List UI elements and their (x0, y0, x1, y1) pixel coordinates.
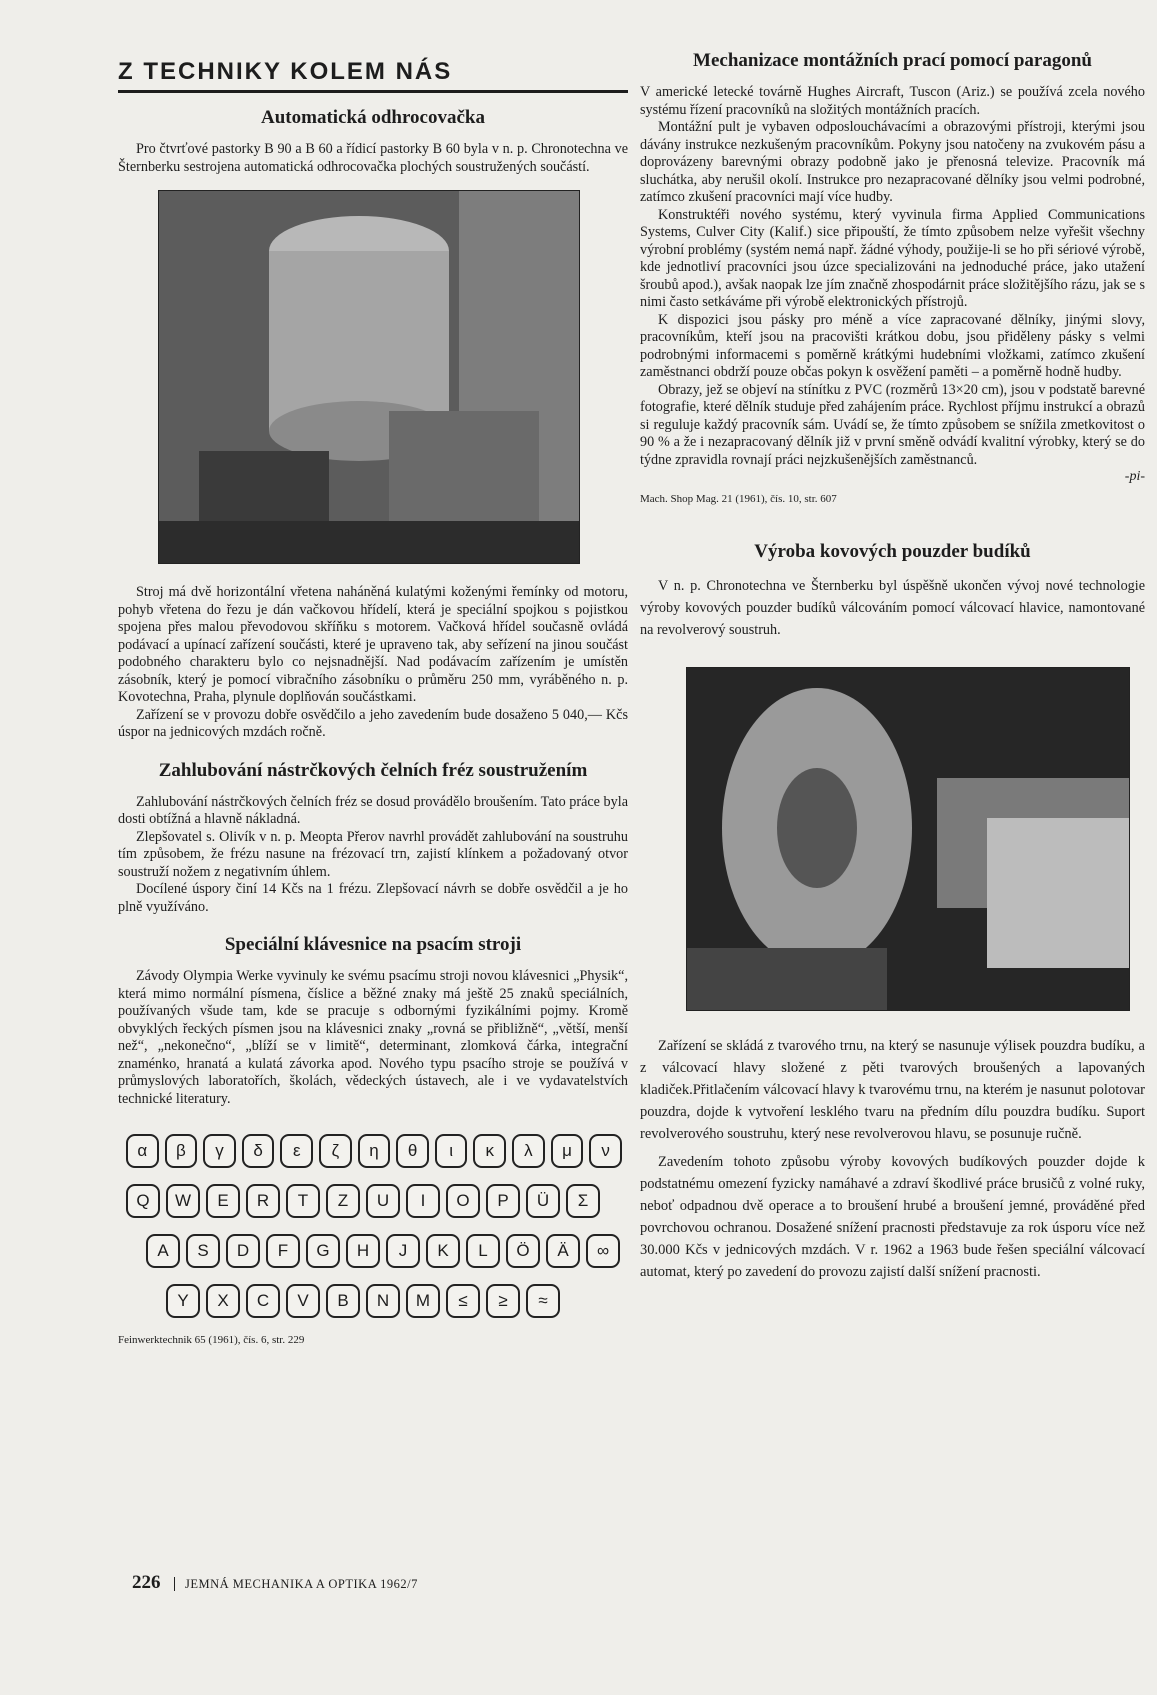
keyboard-key: ν (589, 1134, 622, 1168)
keyboard-key: H (346, 1234, 380, 1268)
page-number: 226 (132, 1572, 161, 1593)
keyboard-key: O (446, 1184, 480, 1218)
keyboard-key: ι (435, 1134, 468, 1168)
section-title: Z TECHNIKY KOLEM NÁS (118, 58, 628, 93)
keyboard-key: η (358, 1134, 391, 1168)
keyboard-row (126, 1184, 628, 1218)
article-body: Docílené úspory činí 14 Kčs na 1 frézu. Zlepšovací návrh se dobře osvědčil a je ho plně využíváno. (118, 881, 628, 915)
keyboard-key: J (386, 1234, 420, 1268)
article-body: V n. p. Chronotechna ve Šternberku byl úspěšně ukončen vývoj nové technologie výroby kovových pouzder budíků válcováním pomocí válcovací hlavice, namontované na revolverový soustruh. (640, 578, 1145, 638)
article-title: Zahlubování nástrčkových čelních fréz soustružením (158, 759, 588, 781)
keyboard-key: Σ (566, 1184, 600, 1218)
keyboard-key: M (406, 1284, 440, 1318)
signature: -pi- (1124, 469, 1145, 484)
article-title: Speciální klávesnice na psacím stroji (224, 934, 522, 955)
keyboard-key: Z (326, 1184, 360, 1218)
keyboard-key: U (366, 1184, 400, 1218)
reference: Mach. Shop Mag. 21 (1961), čís. 10, str. 607 (640, 493, 837, 505)
article-body: Zařízení se skládá z tvarového trnu, na který se nasunuje výlisek pouzdra budíku, a z válcovací hlavy složené z pěti tvarových broušených a lapovaných kladiček.Přitlačením válcovací hlavy k tvarovému trnu, na kterém je nasunut polotovar pouzdra, dojde k vytvoření lesklého tvaru na předním dílu pouzdra budíku. Suport revolverového soustruhu, který nese revolverovou hlavu, se posunuje ručně. (640, 1038, 1145, 1142)
keyboard-key: β (165, 1134, 198, 1168)
keyboard-key: ≥ (486, 1284, 520, 1318)
article-body: Zahlubování nástrčkových čelních fréz se dosud provádělo broušením. Tato práce byla dosti obtížná a hlavně nákladná. (118, 793, 628, 827)
keyboard-key: μ (551, 1134, 584, 1168)
article-intro: Pro čtvrťové pastorky B 90 a B 60 a řídicí pastorky B 60 byla v n. p. Chronotechna ve Šternberku sestrojena automatická odhrocovačka plochých soustružených součástí. (118, 141, 628, 175)
keyboard-key: K (426, 1234, 460, 1268)
typewriter-keyboard (126, 1134, 628, 1318)
keyboard-row (126, 1134, 628, 1168)
keyboard-key: V (286, 1284, 320, 1318)
article-body: Stroj má dvě horizontální vřetena naháněná kulatými koženými řemínky od motoru, pohyb vřetena do řezu je dán vačkovou hřídelí, která je speciální spojkou s pojistkou spojena přes malou převodovou skříňku s motorem. Vačková hřídel současně ovládá podávací a upínací zařízení součásti, které je upraveno tak, aby seřízení na jinou součást podobného charakteru bylo co nejsnadnější. Nad podávacím zařízením je umístěn zásobník, který je pomocí vibračního zásobníku o průměru 250 mm, vyráběného n. p. Kovotechna, Praha, plynule doplňován součástkami. (118, 584, 628, 705)
keyboard-key: α (126, 1134, 159, 1168)
keyboard-key: E (206, 1184, 240, 1218)
keyboard-key: N (366, 1284, 400, 1318)
photo-rolling-head (686, 667, 1130, 1011)
keyboard-key: X (206, 1284, 240, 1318)
left-column (118, 48, 628, 1346)
keyboard-key: C (246, 1284, 280, 1318)
article-title: Mechanizace montážních prací pomocí paragonů (693, 50, 1092, 71)
article-body: Obrazy, jež se objeví na stínítku z PVC (rozměrů 13×20 cm), jsou v podstatě barevné fotografie, které dělník studuje před zahájením práce. Rychlost příjmu instrukcí a obrazů si reguluje každý pracovník sám. Uvádí se, že tímto způsobem se snížila zmetkovitost o 90 % a že i nezapracovaný dělník již v první směně odvádí kvalitní výrobky, který se do týdne zpravidla rovnají práci nejzkušenějších zaměstnanců. (640, 381, 1145, 468)
keyboard-key: I (406, 1184, 440, 1218)
keyboard-key: ζ (319, 1134, 352, 1168)
keyboard-row (146, 1234, 628, 1268)
keyboard-row (166, 1284, 628, 1318)
article-body: Zlepšovatel s. Olivík v n. p. Meopta Přerov navrhl provádět zahlubování na soustruhu tím způsobem, že frézu nasune na frézovací trn, zajistí klínkem a požadovaný otvor soustruží nožem z negativním úhlem. (118, 828, 628, 880)
article-body: Závody Olympia Werke vyvinuly ke svému psacímu stroji novou klávesnici „Physik“, která mimo normální písmena, číslice a běžné znaky má ještě 25 znaků speciálních, používaných všude tam, kde se pracuje s odbornými fyzikálními pojmy. Kromě obvyklých řeckých písmen jsou na klávesnici znaky „rovná se přibližně“, „větší, menší než“, „nekonečno“, „blíží se v limitě“, determinant, zlomková čárka, integrační znaménko, hranatá a kulatá závorka apod. Nového typu psacího stroje se používá v průmyslových laboratořích, školách, vědeckých ústavech, ale i ve vydavatelstvích technické literatury. (118, 968, 628, 1107)
keyboard-key: Ö (506, 1234, 540, 1268)
journal-name: JEMNÁ MECHANIKA A OPTIKA 1962/7 (174, 1577, 418, 1591)
keyboard-key: κ (473, 1134, 506, 1168)
page-footer (132, 1572, 418, 1594)
keyboard-key: γ (203, 1134, 236, 1168)
right-column (640, 48, 1145, 1283)
keyboard-key: F (266, 1234, 300, 1268)
keyboard-key: B (326, 1284, 360, 1318)
article-title: Automatická odhrocovačka (261, 107, 485, 128)
keyboard-key: A (146, 1234, 180, 1268)
keyboard-key: ≤ (446, 1284, 480, 1318)
keyboard-key: θ (396, 1134, 429, 1168)
article-title: Výroba kovových pouzder budíků (754, 541, 1031, 562)
keyboard-key: S (186, 1234, 220, 1268)
article-body: Zařízení se v provozu dobře osvědčilo a jeho zavedením bude dosaženo 5 040,— Kčs úspor na jednicových mzdách ročně. (118, 706, 628, 740)
article-body: Montážní pult je vybaven odposlouchávacími a obrazovými přístroji, kterými jsou dávány instrukce nezkušeným pracovníkům. Pokyny jsou natočeny na zvukovém pásu a doprovázeny barevnými obrazy podobně jako je přenosná televize. Pracovník má sluchátka, aby nerušil okolí. Instrukce pro nezapracované dělníky jsou velmi podrobné, zatímco zkušení pracovníci mají více hudby. (640, 119, 1145, 205)
keyboard-key: Q (126, 1184, 160, 1218)
keyboard-key: ∞ (586, 1234, 620, 1268)
keyboard-key: Ü (526, 1184, 560, 1218)
keyboard-key: λ (512, 1134, 545, 1168)
keyboard-key: P (486, 1184, 520, 1218)
reference: Feinwerktechnik 65 (1961), čís. 6, str. 229 (118, 1334, 305, 1346)
keyboard-key: L (466, 1234, 500, 1268)
article-body: Zavedením tohoto způsobu výroby kovových budíkových pouzder dojde k podstatnému omezení fyzicky namáhavé a zdraví škodlivé práce brusičů z volné ruky, neboť odpadnou dvě operace a to broušení hrubé a broušení jemné, prováděné před povrchovou ochranou. Dosažené snížení pracnosti představuje za rok úsporu více než 30.000 Kčs v jednicových mzdách. V r. 1962 a 1963 bude řešen speciální válcovací automat, který po zavedení do provozu zajistí další snížení pracnosti. (640, 1154, 1145, 1280)
keyboard-key: W (166, 1184, 200, 1218)
keyboard-key: D (226, 1234, 260, 1268)
article-body: Konstruktéři nového systému, který vyvinula firma Applied Communications Systems, Culver City (Kalif.) sice připouští, že tímto způsobem nelze vyřešit všechny výrobní problémy (systém nemá např. žádné výhody, použije-li se ho při sériové výrobě, kde jednotliví pracovníci jsou úzce specializováni na jednoduché práce, jako utažení šroubů apod.), avšak naopak lze jím značně zhospodárnit práce složitějšího rázu, jak se s nimi často setkáváme při výrobě elektronických přístrojů. (640, 206, 1145, 310)
keyboard-key: Y (166, 1284, 200, 1318)
keyboard-key: Ä (546, 1234, 580, 1268)
keyboard-key: R (246, 1184, 280, 1218)
keyboard-key: δ (242, 1134, 275, 1168)
photo-deburring-machine (158, 190, 580, 564)
keyboard-key: ε (280, 1134, 313, 1168)
article-body: V americké letecké továrně Hughes Aircraft, Tuscon (Ariz.) se používá zcela nového systému řízení pracovníků na složitých montážních pracích. (640, 84, 1145, 118)
article-body: K dispozici jsou pásky pro méně a více zapracované dělníky, jinými slovy, pracovníkům, kteří jsou na pracovišti krátkou dobu, jsou přiděleny pásky s velmi podrobnými informacemi s poměrně krátkými hudebními vložkami, zatímco zkušení zaměstnanci obdrží pouze občas pokyn k osvěžení paměti – a poměrně hodně hudby. (640, 311, 1145, 380)
keyboard-key: G (306, 1234, 340, 1268)
keyboard-key: ≈ (526, 1284, 560, 1318)
keyboard-key: T (286, 1184, 320, 1218)
